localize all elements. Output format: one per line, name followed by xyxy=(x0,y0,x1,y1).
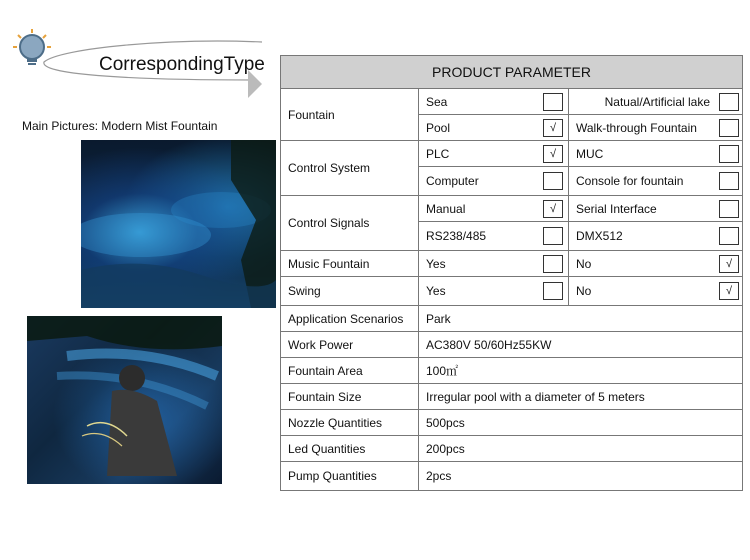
table-row xyxy=(281,141,743,167)
option-label: Serial Interface xyxy=(569,196,717,222)
installation-scene xyxy=(27,316,222,484)
option-checkbox[interactable]: √ xyxy=(543,145,563,163)
table-row xyxy=(281,436,743,462)
option-checkbox[interactable]: √ xyxy=(543,200,563,218)
option-label: Natual/Artificial lake xyxy=(569,89,717,115)
option-label: Walk-through Fountain xyxy=(569,115,717,141)
option-label: Yes xyxy=(419,277,539,306)
mist-fountain-scene xyxy=(81,140,276,308)
table-row xyxy=(281,384,743,410)
corresponding-type-title: CorrespondingType xyxy=(99,54,265,75)
option-checkbox[interactable]: √ xyxy=(719,282,739,300)
product-parameter-table xyxy=(280,55,743,491)
option-label: RS238/485 xyxy=(419,222,539,251)
lightbulb-icon xyxy=(13,29,51,65)
option-label: Console for fountain xyxy=(569,167,717,196)
row-label: Fountain Size xyxy=(281,384,419,410)
table-row xyxy=(281,462,743,491)
table-row xyxy=(281,89,743,115)
table-row xyxy=(281,277,743,306)
option-checkbox[interactable] xyxy=(719,145,739,163)
option-label: Computer xyxy=(419,167,539,196)
option-checkbox[interactable] xyxy=(719,227,739,245)
option-label: No xyxy=(569,251,717,277)
row-value: 500pcs xyxy=(419,410,743,436)
table-row xyxy=(281,410,743,436)
option-checkbox[interactable] xyxy=(543,93,563,111)
table-row xyxy=(281,196,743,222)
row-label: Application Scenarios xyxy=(281,306,419,332)
option-checkbox[interactable] xyxy=(543,227,563,245)
row-label: Pump Quantities xyxy=(281,462,419,491)
option-label: Sea xyxy=(419,89,539,115)
option-label: MUC xyxy=(569,141,717,167)
option-checkbox[interactable] xyxy=(719,93,739,111)
row-label: Nozzle Quantities xyxy=(281,410,419,436)
main-pictures-caption: Main Pictures: Modern Mist Fountain xyxy=(22,119,218,133)
installation-photo xyxy=(27,316,222,484)
row-label: Fountain xyxy=(281,89,419,141)
option-checkbox[interactable] xyxy=(543,282,563,300)
mist-fountain-photo xyxy=(81,140,276,308)
option-checkbox[interactable] xyxy=(543,255,563,273)
option-checkbox[interactable] xyxy=(719,172,739,190)
row-label: Led Quantities xyxy=(281,436,419,462)
table-title: PRODUCT PARAMETER xyxy=(281,56,743,89)
row-value: Park xyxy=(419,306,743,332)
option-label: Pool xyxy=(419,115,539,141)
corresponding-type-header xyxy=(0,0,280,110)
row-label: Control Signals xyxy=(281,196,419,251)
table-row xyxy=(281,358,743,384)
option-checkbox[interactable] xyxy=(719,200,739,218)
row-value: 200pcs xyxy=(419,436,743,462)
option-label: No xyxy=(569,277,717,306)
row-value: AC380V 50/60Hz55KW xyxy=(419,332,743,358)
row-label: Fountain Area xyxy=(281,358,419,384)
row-label: Swing xyxy=(281,277,419,306)
row-label: Control System xyxy=(281,141,419,196)
row-label: Work Power xyxy=(281,332,419,358)
option-label: PLC xyxy=(419,141,539,167)
row-value: 2pcs xyxy=(419,462,743,491)
option-checkbox[interactable]: √ xyxy=(719,255,739,273)
table-row xyxy=(281,332,743,358)
row-value: Irregular pool with a diameter of 5 meters xyxy=(419,384,743,410)
table-row xyxy=(281,251,743,277)
table-row xyxy=(281,306,743,332)
option-label: DMX512 xyxy=(569,222,717,251)
option-label: Manual xyxy=(419,196,539,222)
option-checkbox[interactable] xyxy=(719,119,739,137)
option-label: Yes xyxy=(419,251,539,277)
option-checkbox[interactable]: √ xyxy=(543,119,563,137)
row-label: Music Fountain xyxy=(281,251,419,277)
option-checkbox[interactable] xyxy=(543,172,563,190)
row-value: 100㎡ xyxy=(419,358,743,384)
